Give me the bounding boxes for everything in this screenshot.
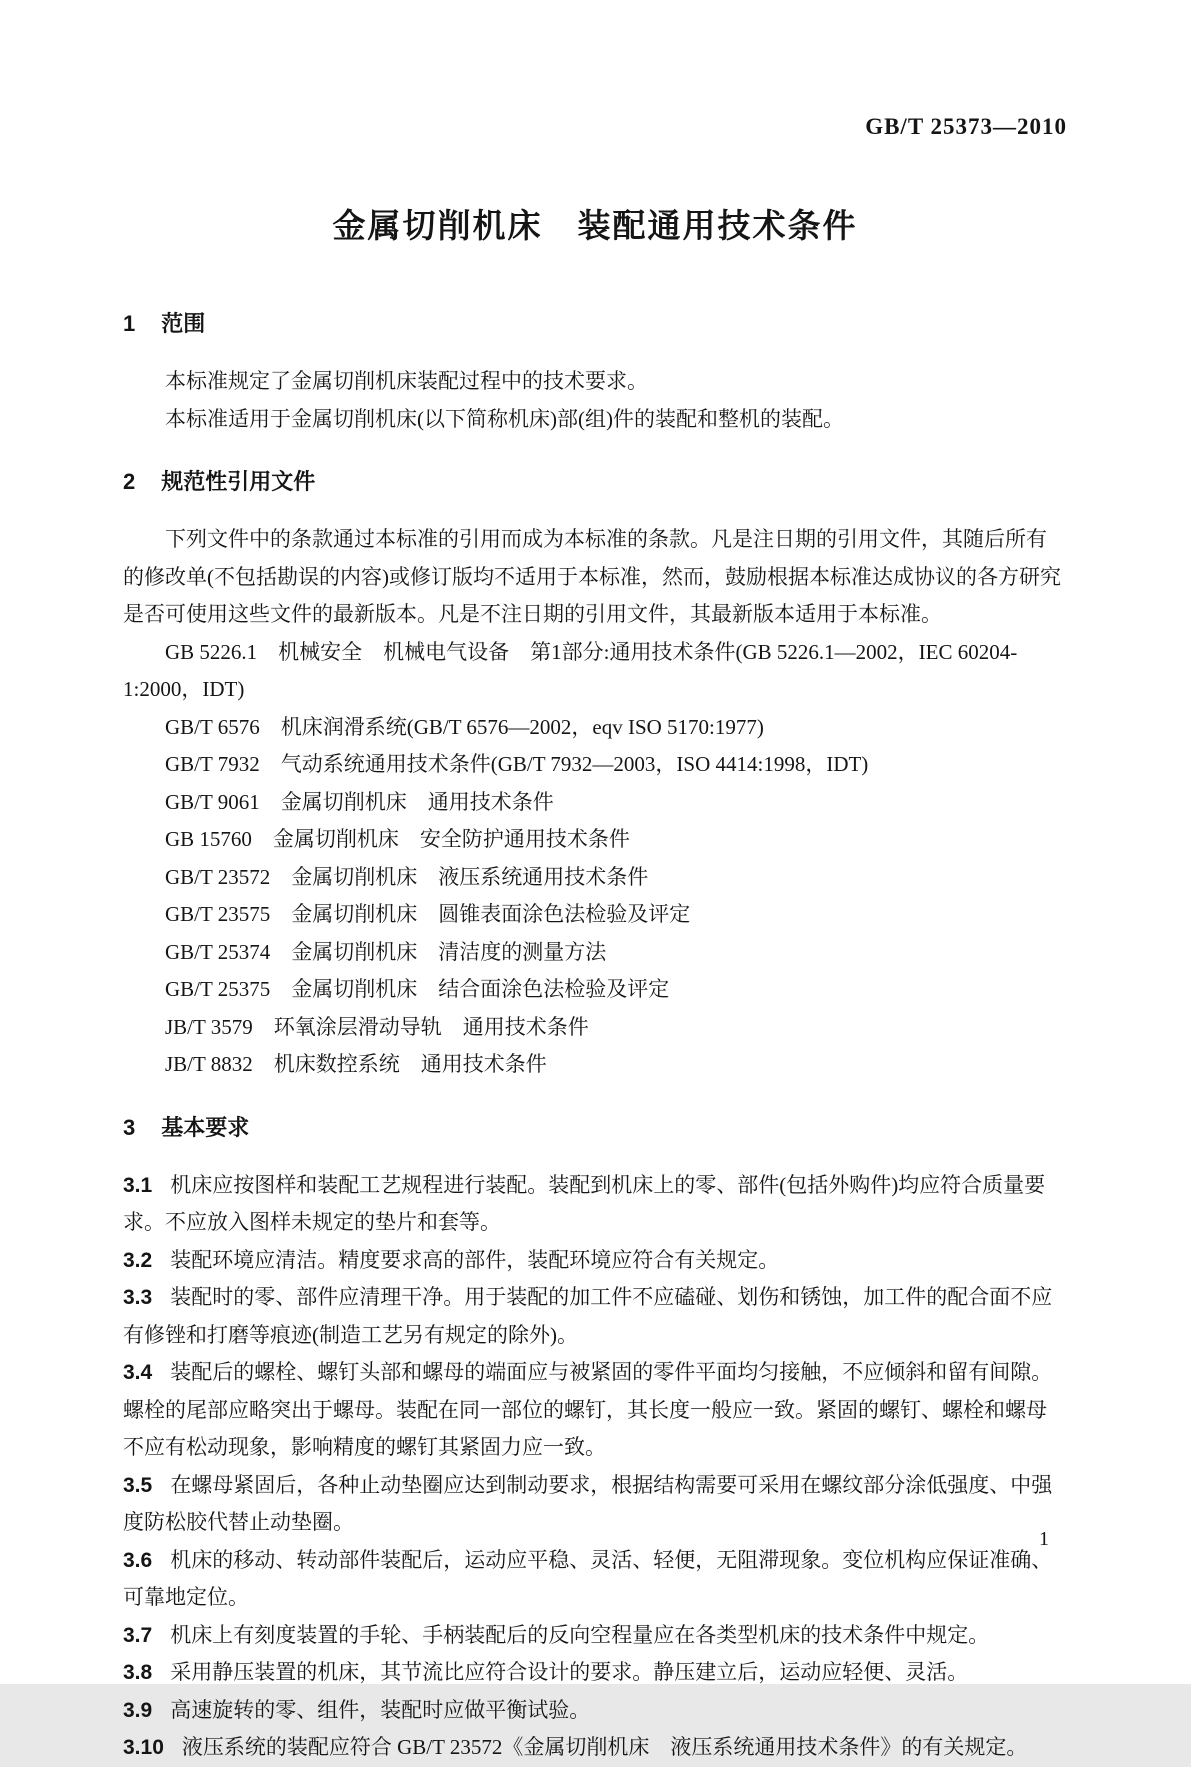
reference-item: GB 15760 金属切削机床 安全防护通用技术条件 (165, 827, 630, 851)
reference-item: GB/T 23572 金属切削机床 液压系统通用技术条件 (165, 864, 649, 889)
reference-item: GB/T 25375 金属切削机床 结合面涂色法检验及评定 (165, 977, 670, 1001)
section-number: 1 (123, 311, 136, 336)
page-number: 1 (1039, 1528, 1049, 1550)
reference-item: GB/T 23575 金属切削机床 圆锥表面涂色法检验及评定 (165, 902, 691, 926)
clause-text: 装配时的零、部件应清理干净。用于装配的加工件不应磕碰、划伤和锈蚀，加工件的配合面不应有修锉和打磨等痕迹(制造工艺另有规定的除外)。 (123, 1285, 1053, 1347)
reference-item: GB/T 25374 金属切削机床 清洁度的测量方法 (165, 939, 607, 964)
clause-paragraph (123, 1354, 1067, 1467)
reference-item: JB/T 8832 机床数控系统 通用技术条件 (165, 1052, 547, 1076)
section-heading (123, 463, 1067, 501)
clause-text: 机床的移动、转动部件装配后，运动应平稳、灵活、轻便，无阻滞现象。变位机构应保证准确、可靠地定位。 (123, 1547, 1053, 1609)
clause-text: 在螺母紧固后，各种止动垫圈应达到制动要求，根据结构需要可采用在螺纹部分涂低强度、中强度防松胶代替止动垫圈。 (123, 1472, 1053, 1534)
body-paragraph: 下列文件中的条款通过本标准的引用而成为本标准的条款。凡是注日期的引用文件，其随后所有的修改单(不包括勘误的内容)或修订版均不适用于本标准，然而，鼓励根据本标准达成协议的各方研究是否可使用这些文件的最新版本。凡是不注日期的引用文件，其最新版本适用于本标准。 (123, 527, 1061, 626)
section-title: 规范性引用文件 (161, 469, 316, 494)
clause-paragraph (123, 1729, 1067, 1767)
clause-paragraph (123, 1467, 1067, 1542)
body-paragraph: 本标准适用于金属切削机床(以下简称机床)部(组)件的装配和整机的装配。 (165, 406, 844, 431)
reference-item: GB 5226.1 机械安全 机械电气设备 第1部分:通用技术条件(GB 5226.1—2002，IEC 60204-1:2000，IDT) (123, 639, 1018, 701)
clause-paragraph (123, 1654, 1067, 1692)
clause-number: 3.4 (123, 1361, 153, 1384)
clause-number: 3.5 (123, 1473, 153, 1497)
clause-text: 装配环境应清洁。精度要求高的部件，装配环境应符合有关规定。 (170, 1247, 780, 1272)
clause-paragraph (123, 1617, 1067, 1655)
section-title: 基本要求 (161, 1114, 250, 1140)
clause-paragraph (123, 1692, 1067, 1730)
section-heading (123, 1109, 1067, 1147)
standard-code-header: GB/T 25373—2010 (865, 114, 1067, 139)
reference-item: JB/T 3579 环氧涂层滑动导轨 通用技术条件 (165, 1014, 589, 1039)
clause-text: 机床上有刻度装置的手轮、手柄装配后的反向空程量应在各类型机床的技术条件中规定。 (170, 1622, 990, 1647)
body-paragraph: 本标准规定了金属切削机床装配过程中的技术要求。 (165, 369, 648, 393)
clause-number: 3.1 (123, 1173, 153, 1197)
document-title: 金属切削机床 装配通用技术条件 (332, 207, 858, 244)
clause-number: 3.10 (123, 1736, 164, 1759)
clause-paragraph (123, 1167, 1067, 1242)
section-heading (123, 305, 1067, 343)
clause-text: 机床应按图样和装配工艺规程进行装配。装配到机床上的零、部件(包括外购件)均应符合质量要求。不应放入图样未规定的垫片和套等。 (123, 1172, 1046, 1234)
section-title: 范围 (161, 311, 206, 336)
clause-number: 3.7 (123, 1623, 153, 1647)
clause-number: 3.3 (123, 1286, 153, 1309)
clause-text: 装配后的螺栓、螺钉头部和螺母的端面应与被紧固的零件平面均匀接触，不应倾斜和留有间隙。螺栓的尾部应略突出于螺母。装配在同一部位的螺钉，其长度一般应一致。紧固的螺钉、螺栓和螺母不应有松动现象，影响精度的螺钉其紧固力应一致。 (123, 1360, 1053, 1459)
reference-item: GB/T 6576 机床润滑系统(GB/T 6576—2002，eqv ISO 5170:1977) (165, 714, 764, 739)
clause-number: 3.8 (123, 1661, 153, 1684)
clause-paragraph (123, 1542, 1067, 1617)
clause-number: 3.6 (123, 1548, 153, 1572)
clause-number: 3.2 (123, 1248, 153, 1272)
section-number: 2 (123, 469, 136, 494)
clause-paragraph (123, 1279, 1067, 1354)
document-body (123, 305, 1067, 1767)
clause-text: 液压系统的装配应符合 GB/T 23572《金属切削机床 液压系统通用技术条件》的有关规定。 (181, 1735, 1028, 1759)
clause-paragraph (123, 1242, 1067, 1280)
clause-number: 3.9 (123, 1698, 153, 1722)
clause-text: 采用静压装置的机床，其节流比应符合设计的要求。静压建立后，运动应轻便、灵活。 (170, 1660, 969, 1684)
reference-item: GB/T 7932 气动系统通用技术条件(GB/T 7932—2003，ISO 4414:1998，IDT) (165, 752, 869, 776)
clause-text: 高速旋转的零、组件，装配时应做平衡试验。 (170, 1697, 591, 1722)
reference-item: GB/T 9061 金属切削机床 通用技术条件 (165, 789, 554, 814)
section-number: 3 (123, 1114, 136, 1140)
